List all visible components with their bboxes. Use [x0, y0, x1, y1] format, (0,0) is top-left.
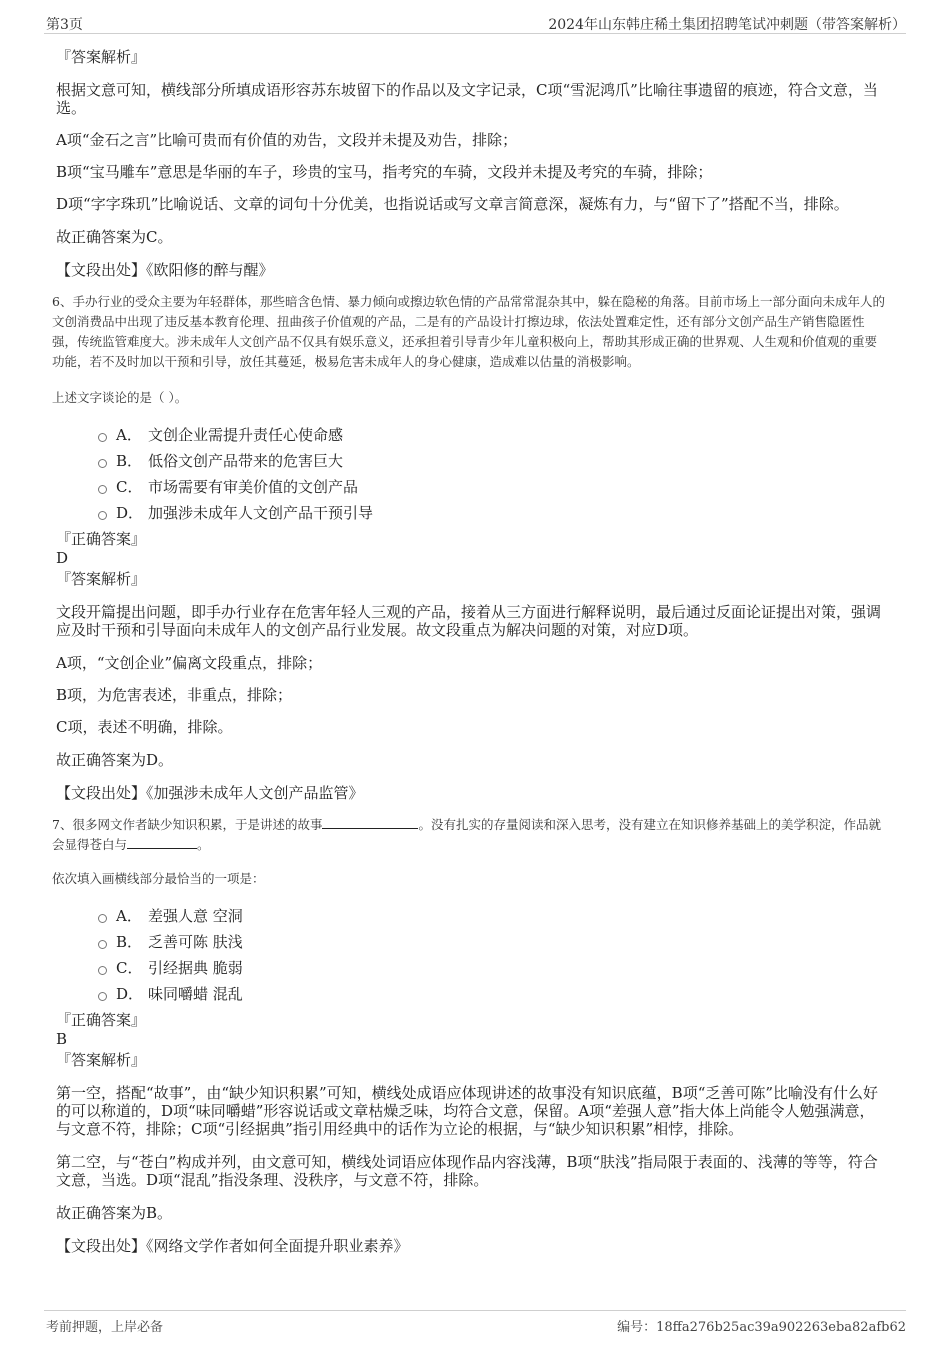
- source-citation: 【文段出处】《网络文学作者如何全面提升职业素养》: [56, 1237, 409, 1255]
- analysis-label: 『答案解析』: [56, 48, 147, 66]
- analysis-label: 『答案解析』: [56, 570, 147, 588]
- page-number: 第3页: [46, 17, 83, 33]
- document-title: 2024年山东韩庄稀土集团招聘笔试冲刺题（带答案解析）: [548, 17, 906, 33]
- option-b[interactable]: B． 乏善可陈 肤浅: [98, 929, 886, 955]
- option-c[interactable]: C． 引经据典 脆弱: [98, 955, 886, 981]
- header-divider: [44, 33, 906, 34]
- radio-icon[interactable]: [98, 511, 107, 520]
- analysis-option-a: A项“金石之言”比喻可贵而有价值的劝告，文段并未提及劝告，排除；: [56, 131, 518, 149]
- radio-icon[interactable]: [98, 992, 107, 1001]
- radio-icon[interactable]: [98, 485, 107, 494]
- analysis-paragraph-1: 第一空，搭配“故事”，由“缺少知识积累”可知，横线处成语应体现讲述的故事没有知识底蕴，B项“乏善可陈”比喻没有什么好的可以称道的，D项“味同嚼蜡”形容说话或文章枯燥乏味，均符合文意，保留。A项“差强人意”指大体上尚能令人勉强满意，与文意不符，排除；C项“引经据典”指引用经典中的话作为立论的根据，与“缺少知识积累”相悖，排除。: [56, 1084, 879, 1138]
- option-c[interactable]: C． 市场需要有审美价值的文创产品: [98, 474, 886, 500]
- blank-2: [127, 835, 197, 849]
- footer-slogan: 考前押题，上岸必备: [46, 1320, 164, 1335]
- radio-icon[interactable]: [98, 459, 107, 468]
- option-a[interactable]: A． 文创企业需提升责任心使命感: [98, 422, 886, 448]
- option-d[interactable]: D． 加强涉未成年人文创产品干预引导: [98, 500, 886, 526]
- question-7-options: [56, 903, 886, 1007]
- question-6-stem: 6、手办行业的受众主要为年轻群体，那些暗含色情、暴力倾向或擦边软色情的产品常常混杂其中，躲在隐秘的角落。目前市场上一部分面向未成年人的文创消费品中出现了违反基本教育伦理、扭曲孩子价值观的产品，二是有的产品设计打擦边球，依法处置难定性，还有部分文创产品生产销售隐匿性强，传统监管难度大。涉未成年人文创产品不仅具有娱乐意义，还承担着引导青少年儿童积极向上，帮助其形成正确的世界观、人生观和价值观的重要功能，若不及时加以干预和引导，放任其蔓延，极易危害未成年人的身心健康，造成难以估量的消极影响。: [52, 294, 885, 369]
- radio-icon[interactable]: [98, 966, 107, 975]
- radio-icon[interactable]: [98, 914, 107, 923]
- radio-icon[interactable]: [98, 940, 107, 949]
- analysis-option-c: C项，表述不明确，排除。: [56, 718, 233, 736]
- document-code: 编号：18ffa276b25ac39a902263eba82afb62: [617, 1320, 906, 1335]
- analysis-option-b: B项，为危害表述，非重点，排除；: [56, 686, 293, 704]
- blank-1: [322, 815, 418, 829]
- option-b[interactable]: B． 低俗文创产品带来的危害巨大: [98, 448, 886, 474]
- source-citation: 【文段出处】《欧阳修的醉与醒》: [56, 261, 274, 279]
- radio-icon[interactable]: [98, 433, 107, 442]
- analysis-option-a: A项，“文创企业”偏离文段重点，排除；: [56, 654, 323, 672]
- option-a[interactable]: A． 差强人意 空洞: [98, 903, 886, 929]
- conclusion: 故正确答案为B。: [56, 1204, 173, 1222]
- footer-divider: [44, 1310, 906, 1311]
- question-6-prompt: 上述文字谈论的是（ ）。: [52, 390, 188, 405]
- conclusion: 故正确答案为D。: [56, 751, 174, 769]
- correct-answer-label: 『正确答案』: [56, 1011, 147, 1029]
- conclusion: 故正确答案为C。: [56, 228, 173, 246]
- analysis-paragraph-2: 第二空，与“苍白”构成并列，由文意可知，横线处词语应体现作品内容浅薄，B项“肤浅”指局限于表面的、浅薄的等等，符合文意，当选。D项“混乱”指没条理、没秩序，与文意不符，排除。: [56, 1153, 878, 1189]
- correct-answer: B: [56, 1030, 68, 1048]
- analysis-paragraph: 文段开篇提出问题，即手办行业存在危害年轻人三观的产品，接着从三方面进行解释说明，最后通过反面论证提出对策，强调应及时干预和引导面向未成年人的文创产品行业发展。故文段重点为解决问题的对策，对应D项。: [56, 603, 882, 639]
- analysis-paragraph: 根据文意可知，横线部分所填成语形容苏东坡留下的作品以及文字记录，C项“雪泥鸿爪”比喻往事遗留的痕迹，符合文意，当选。: [56, 81, 878, 117]
- analysis-option-d: D项“字字珠玑”比喻说话、文章的词句十分优美，也指说话或写文章言简意深，凝炼有力，与“留下了”搭配不当，排除。: [56, 195, 849, 213]
- page-content: [52, 46, 886, 1255]
- source-citation: 【文段出处】《加强涉未成年人文创产品监管》: [56, 784, 364, 802]
- question-7-prompt: 依次填入画横线部分最恰当的一项是：: [52, 871, 265, 886]
- correct-answer-label: 『正确答案』: [56, 530, 147, 548]
- analysis-label: 『答案解析』: [56, 1051, 147, 1069]
- correct-answer: D: [56, 549, 69, 567]
- page-footer: [44, 1310, 906, 1340]
- analysis-option-b: B项“宝马雕车”意思是华丽的车子，珍贵的宝马，指考究的车骑，文段并未提及考究的车骑，排除；: [56, 163, 713, 181]
- question-7-stem: 7、很多网文作者缺少知识积累，于是讲述的故事 。没有扎实的存量阅读和深入思考，没有建立在知识修养基础上的美学积淀，作品就会显得苍白与 。: [52, 817, 881, 852]
- option-d[interactable]: D． 味同嚼蜡 混乱: [98, 981, 886, 1007]
- question-6-options: [56, 422, 886, 526]
- page-header: [0, 0, 950, 34]
